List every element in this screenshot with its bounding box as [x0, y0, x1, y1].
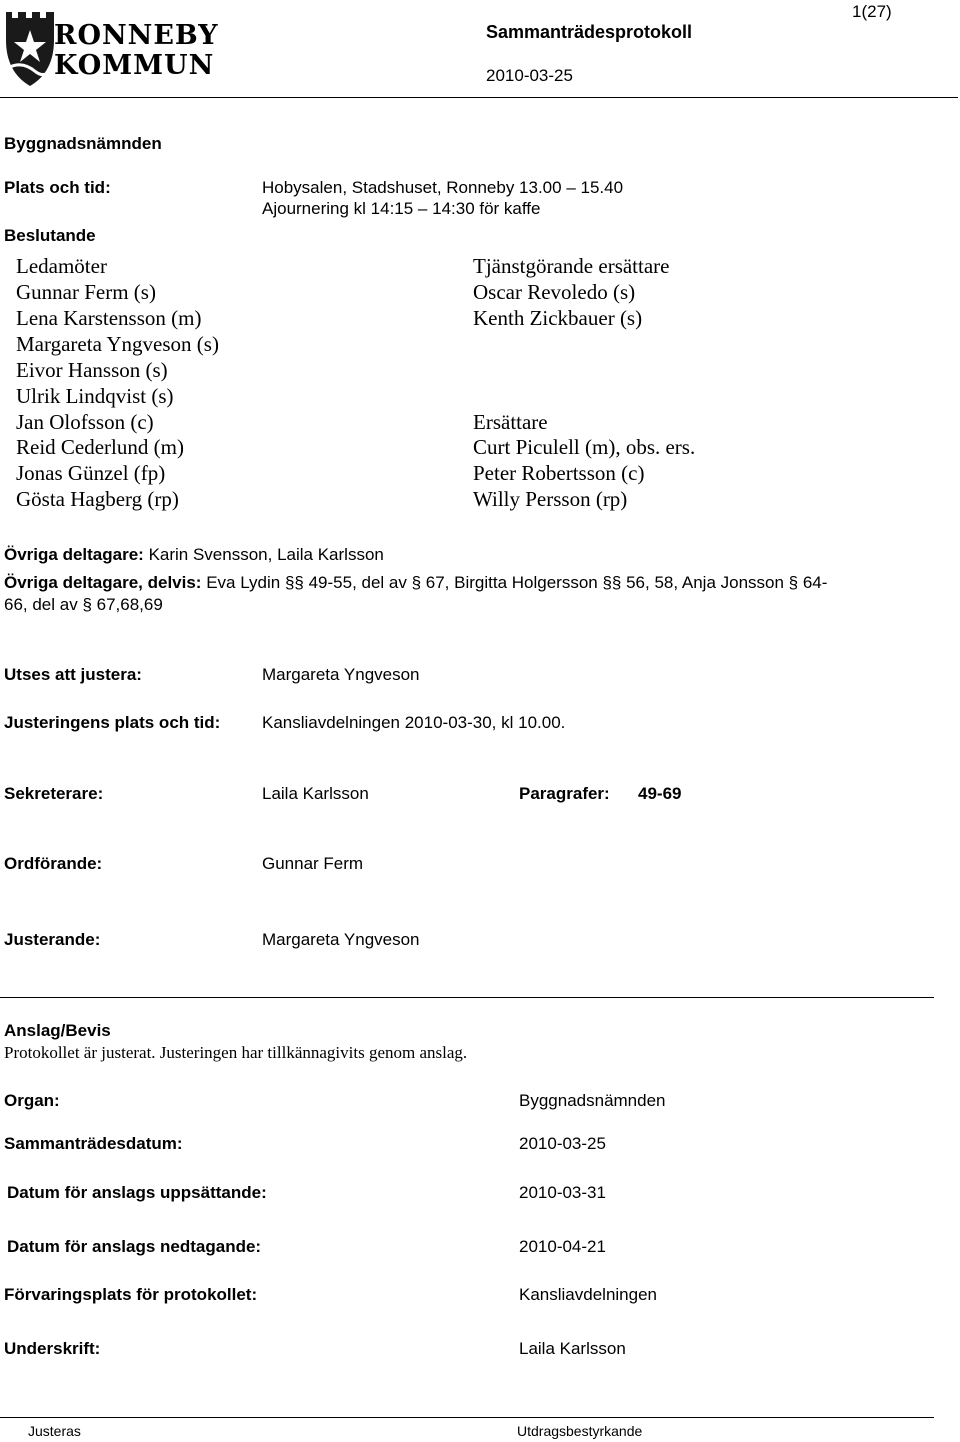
- other-participants-value: Karin Svensson, Laila Karlsson: [148, 545, 384, 564]
- substitute-item: Willy Persson (rp): [473, 487, 628, 511]
- partial-participants: [4, 573, 827, 593]
- meeting-date-value: 2010-03-25: [519, 1134, 606, 1153]
- removal-date-value: 2010-04-21: [519, 1237, 606, 1256]
- partial-participants-label: Övriga deltagare, delvis:: [4, 573, 202, 592]
- partial-participants-value: Eva Lydin §§ 49-55, del av § 67, Birgitta Holgersson §§ 56, 58, Anja Jonsson § 64-: [206, 573, 828, 592]
- logo-subname: KOMMUN: [54, 50, 215, 81]
- other-participants-label: Övriga deltagare:: [4, 545, 144, 564]
- secretary-value: Laila Karlsson: [262, 784, 369, 803]
- adjuster-appointed-label: Utses att justera:: [4, 665, 142, 684]
- member-item: Lena Karstensson (m): [16, 306, 202, 330]
- removal-date-label: Datum för anslags nedtagande:: [7, 1237, 262, 1256]
- meeting-date-label: Sammanträdesdatum:: [4, 1134, 183, 1153]
- substitute-item: Curt Piculell (m), obs. ers.: [473, 435, 696, 459]
- storage-place-label: Förvaringsplats för protokollet:: [4, 1285, 258, 1304]
- signature-value: Laila Karlsson: [519, 1339, 626, 1358]
- serving-substitutes-heading: Tjänstgörande ersättare: [473, 254, 670, 278]
- substitutes-heading: Ersättare: [473, 410, 548, 434]
- adjuster-value: Margareta Yngveson: [262, 930, 420, 949]
- footer-right: Utdragsbestyrkande: [517, 1423, 643, 1439]
- adjournment-value: Ajournering kl 14:15 – 14:30 för kaffe: [262, 199, 541, 218]
- secretary-label: Sekreterare:: [4, 784, 104, 803]
- serving-substitute-item: Oscar Revoledo (s): [473, 280, 636, 304]
- chair-label: Ordförande:: [4, 854, 103, 873]
- chair-value: Gunnar Ferm: [262, 854, 364, 873]
- adjuster-label: Justerande:: [4, 930, 101, 949]
- member-item: Margareta Yngveson (s): [16, 332, 219, 356]
- logo-name: RONNEBY: [54, 20, 219, 51]
- other-participants: [4, 545, 384, 565]
- storage-place-value: Kansliavdelningen: [519, 1285, 657, 1304]
- paragraphs-value: 49-69: [638, 784, 682, 803]
- committee-name: Byggnadsnämnden: [4, 134, 162, 153]
- header-divider: [0, 97, 958, 98]
- notice-text: Protokollet är justerat. Justeringen har tillkännagivits genom anslag.: [4, 1043, 468, 1062]
- adjustment-place-label: Justeringens plats och tid:: [4, 713, 221, 732]
- organ-label: Organ:: [4, 1091, 60, 1110]
- ronneby-kommun-logo: [2, 10, 219, 88]
- adjuster-appointed-value: Margareta Yngveson: [262, 665, 420, 684]
- posting-date-label: Datum för anslags uppsättande:: [7, 1183, 267, 1202]
- header-date: 2010-03-25: [486, 66, 573, 85]
- coat-of-arms-icon: [2, 10, 62, 88]
- posting-date-value: 2010-03-31: [519, 1183, 606, 1202]
- paragraphs-label: Paragrafer:: [519, 784, 610, 803]
- decision-heading: Beslutande: [4, 226, 96, 245]
- organ-value: Byggnadsnämnden: [519, 1091, 666, 1110]
- signature-label: Underskrift:: [4, 1339, 101, 1358]
- member-item: Gunnar Ferm (s): [16, 280, 156, 304]
- partial-participants-continued: 66, del av § 67,68,69: [4, 595, 163, 614]
- member-item: Reid Cederlund (m): [16, 435, 184, 459]
- notice-heading: Anslag/Bevis: [4, 1021, 111, 1040]
- member-item: Jonas Günzel (fp): [16, 461, 166, 485]
- adjustment-place-value: Kansliavdelningen 2010-03-30, kl 10.00.: [262, 713, 566, 732]
- notice-divider: [0, 997, 934, 998]
- place-value: Hobysalen, Stadshuset, Ronneby 13.00 – 15.40: [262, 178, 624, 197]
- member-item: Ulrik Lindqvist (s): [16, 384, 174, 408]
- document-type: Sammanträdesprotokoll: [486, 22, 693, 42]
- footer-left: Justeras: [28, 1423, 81, 1439]
- place-label: Plats och tid:: [4, 178, 111, 197]
- footer-divider: [0, 1417, 934, 1418]
- member-item: Eivor Hansson (s): [16, 358, 168, 382]
- member-item: Jan Olofsson (c): [16, 410, 154, 434]
- members-heading: Ledamöter: [16, 254, 107, 278]
- member-item: Gösta Hagberg (rp): [16, 487, 179, 511]
- serving-substitute-item: Kenth Zickbauer (s): [473, 306, 643, 330]
- substitute-item: Peter Robertsson (c): [473, 461, 645, 485]
- page-number: 1(27): [852, 2, 892, 21]
